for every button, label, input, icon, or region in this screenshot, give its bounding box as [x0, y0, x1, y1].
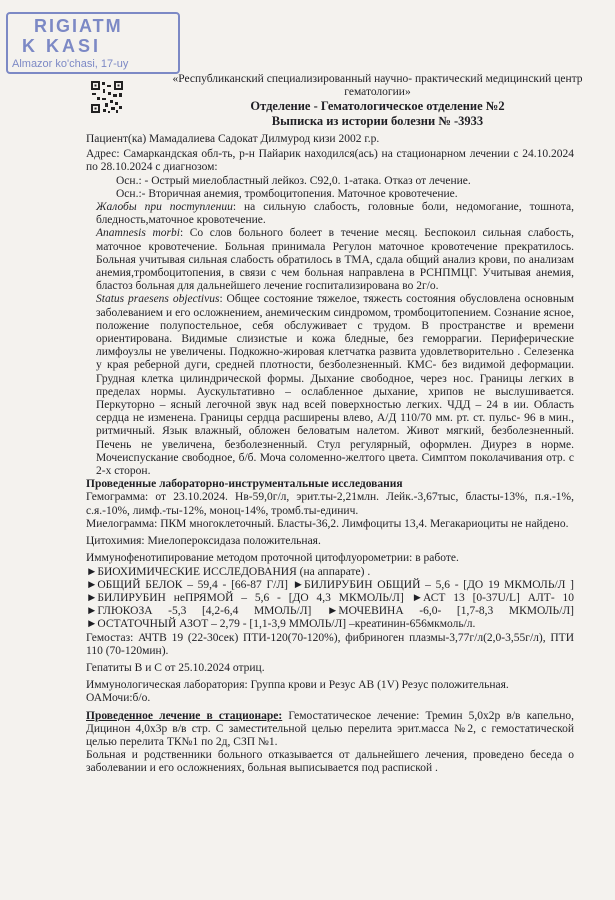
department-title: Отделение - Гематологическое отделение №2 [250, 99, 505, 113]
closing-paragraph: Больная и родственники больного отказывается от дальнейшего лечения, проведено беседа о заболевании и его осложнениях, больная выписывается под распиской . [86, 749, 574, 775]
diagnosis-main: Осн.: - Острый миелобластный лейкоз. C92,0. 1-атака. Отказ от лечение. [116, 174, 471, 187]
complaints-label: Жалобы при поступлении [96, 201, 233, 214]
stamp-line-2: K KASI [22, 36, 102, 56]
anamnesis-text: : Со слов больного болеет в течение месяц. Беспокоил сильная слабость, маточное кровотечение. Больная принимала Регулон маточное кровотечение прекратилось. Больная учитывая сильная слабость обратилось в ТМА, сдала общий анализ крови, по анализам анемия,тромбоцитопения, в связи с чем больная направлена в РСНПМЦГ. Учитывая анемия, бластоз больная для дальнейшего лечение госпитализирована во 2г/о. [96, 227, 574, 293]
stamp-line-3: Almazor ko'chasi, 17-uy [12, 58, 129, 70]
lab-section-title: Проведенные лабораторно-инструментальные исследования [86, 478, 403, 491]
blood-group-line: Иммунологическая лаборатория: Группа крови и Резус АВ (1V) Резус положительная. [86, 679, 509, 692]
status-label: Status praesens objectivus [96, 293, 220, 306]
hepatitis-line: Гепатиты В и С от 25.10.2024 отриц. [86, 661, 265, 674]
hemogram-line: Гемограмма: от 23.10.2024. Нв-59,0г/л, эрит.ты-2,21млн. Лейк.-3,67тыс, бласты-13%, п.я.-1%, с.я.-10%, лимф.-ты-12%, моноц-14%, тромб.ты-единич. [86, 491, 574, 517]
document-body [86, 133, 574, 776]
extract-title: Выписка из истории болезни № -3933 [271, 114, 484, 128]
complaints-paragraph [86, 201, 574, 227]
patient-name: Пациент(ка) Мамадалиева Садокат Дилмурод кизи 2002 г.р. [86, 133, 380, 145]
patient-address: Адрес: Самаркандская обл-ть, р-н Пайарик находился(ась) на стационарном лечении с 24.10.2024 по 28.10.2024 с диагнозом: [86, 148, 574, 174]
hemostasis-line: Гемостаз: АЧТВ 19 (22-30сек) ПТИ-120(70-120%), фибриноген плазмы-3,77г/л(2,0-3,55г/л), ПТИ 110 (70-120мин). [86, 631, 574, 657]
anamnesis-label: Anamnesis morbi [96, 227, 180, 240]
biochemistry-title: ►БИОХИМИЧЕСКИЕ ИССЛЕДОВАНИЯ (на аппарате) . [86, 565, 371, 578]
urine-line: ОАМочи:б/о. [86, 692, 151, 705]
immunophenotyping-line: Иммунофенотипирование методом проточной цитофлуорометрии: в работе. [86, 552, 459, 565]
cytochemistry-line: Цитохимия: Миелопероксидаза положительная. [86, 535, 321, 548]
treatment-text: Гемостатическое лечение: Тремин 5,0х2р в/в капельно, Дицинон 4,0х3р в/в стр. С заместительной целью перелита эрит.масса №2, с гемостатической целью перелита ТК№1 по 2д, СЗП №1. [86, 709, 575, 748]
institution-title: «Республиканский специализированный научно- практический медицинский центр гематологии» [172, 73, 583, 98]
treatment-paragraph [86, 710, 574, 750]
complaints-text: : на сильную слабость, головные боли, недомогание, тошнота, бледность,маточное кровотечение. [96, 201, 574, 227]
biochemistry-results: ►ОБЩИЙ БЕЛОК – 59,4 - [66-87 Г/Л] ►БИЛИРУБИН ОБЩИЙ – 5,6 - [ДО 19 МКМОЛЬ/Л ] ►БИЛИРУБИН неПРЯМОЙ – 5,6 - [ДО 4,3 МКМОЛЬ/Л] ►АСТ 13 [0-37U/L] АЛТ- 10 ►ГЛЮКОЗА -5,3 [4,2-6,4 ММОЛЬ/Л] ►МОЧЕВИНА -6,0- [1,7-8,3 МКМОЛЬ/Л] ►ОСТАТОЧНЫЙ АЗОТ – 2,79 - [1,1-3,9 ММОЛЬ/Л] –креатинин-656мкмоль/л. [86, 578, 574, 631]
qr-code-icon [90, 80, 124, 114]
status-paragraph [86, 293, 574, 478]
institution-stamp [6, 12, 180, 74]
status-text: : Общее состояние тяжелое, тяжесть состояния обусловлена основным заболеванием и его осложнением, анемическим синдромом, тромбоцитопением. Сознание ясное, положение полупостельное, себя обслуживает с трудом. В пространстве и времени ориентирована. Видимые слизистые и кожа бледные, без геморрагии. Периферические лимфоузлы не увеличены. Подкожно-жировая клетчатка развита удовлетворительно . Селезенка у края реберной дуги, средней плотности, безболезненный. КМС- без видимой деформации. Грудная клетка цилиндрической формы. Дыхание свободное, через нос. Границы легких в пределах нормы. Аускультативно – ослабленное дыхание, хрипов не выслушивается. Перкуторно – ясный легочной звук над всей поверхностью легких. ЧДД – 24 в ии. Область сердца не изменена. Границы сердца расширены влево, А/Д 110/70 мм. рт. ст. пульс- 96 в мин., ритмичный. Язык влажный, обложен беловатым налетом. Живот мягкий, безболезненный. Печень не увеличена, безболезненный. Стул регулярный, оформлен. Диурез в норме. Мочеиспускание свободное, б/б. Моча соломенно-желтого цвета. Симптом поколачивания отр. с 2-х сторон. [96, 293, 574, 478]
myelogram-line: Миелограмма: ПКМ многоклеточный. Бласты-36,2. Лимфоциты 13,4. Мегакариоциты не найдено. [86, 517, 569, 530]
diagnosis-secondary: Осн.:- Вторичная анемия, тромбоцитопения. Маточное кровотечение. [116, 187, 458, 200]
stamp-line-1: RIGIATM [34, 16, 123, 36]
anamnesis-paragraph [86, 227, 574, 293]
treatment-label: Проведенное лечение в стационаре: [86, 709, 283, 722]
